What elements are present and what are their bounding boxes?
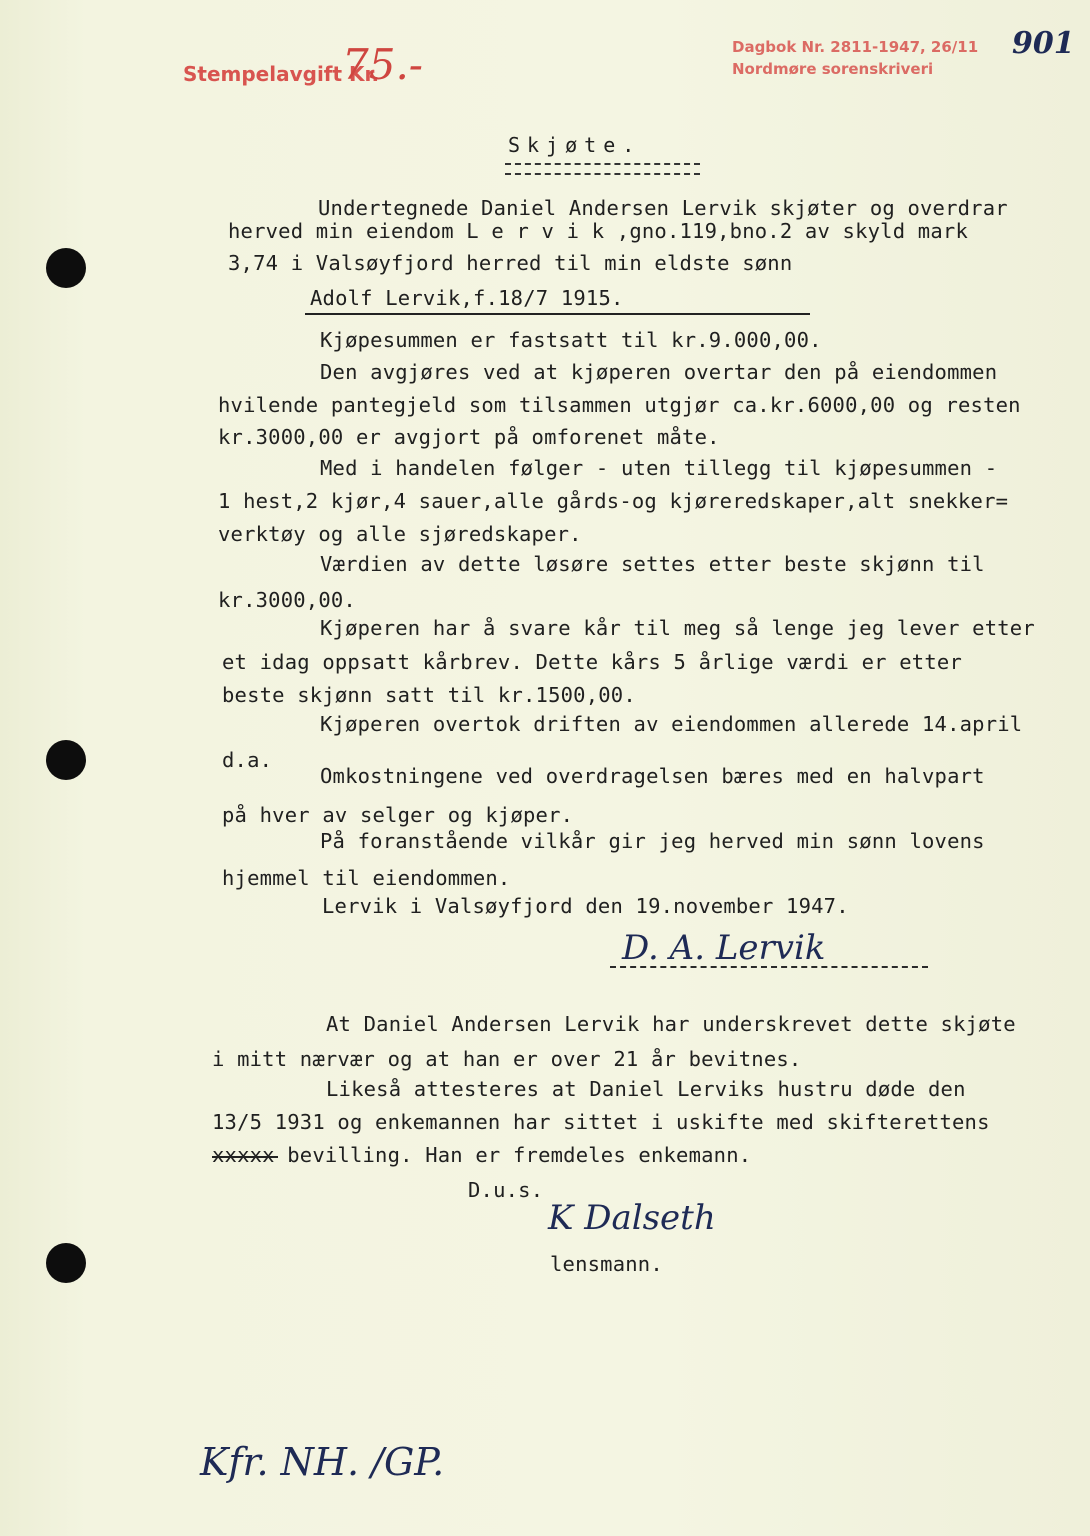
signature-line [610, 966, 928, 968]
official-signature: K Dalseth [548, 1198, 716, 1238]
stamp-duty-amount: 75.- [342, 40, 423, 89]
body-line: verktøy og alle sjøredskaper. [218, 522, 582, 546]
buyer-underline [305, 313, 810, 315]
body-line: Kjøperen har å svare kår til meg så lenge jeg lever etter [320, 616, 1035, 640]
title-underline [505, 163, 700, 175]
body-line: Adolf Lervik,f.18/7 1915. [310, 286, 624, 310]
attest-line: At Daniel Andersen Lervik har underskrevet dette skjøte [326, 1012, 1016, 1036]
body-line: på hver av selger og kjøper. [222, 803, 574, 827]
body-line: beste skjønn satt til kr.1500,00. [222, 683, 636, 707]
body-line: herved min eiendom L e r v i k ,gno.119,bno.2 av skyld mark [228, 219, 968, 243]
footer-note: Kfr. NH. /GP. [200, 1440, 445, 1484]
punch-hole [46, 740, 86, 780]
body-line: 1 hest,2 kjør,4 sauer,alle gårds-og kjøreredskaper,alt snekker= [218, 489, 1009, 513]
strikeout-mark [212, 1156, 278, 1158]
attest-line: 13/5 1931 og enkemannen har sittet i uskifte med skifterettens [212, 1110, 990, 1134]
body-line: På foranstående vilkår gir jeg herved min sønn lovens [320, 829, 985, 853]
body-line: Kjøpesummen er fastsatt til kr.9.000,00. [320, 328, 822, 352]
body-line: Værdien av dette løsøre settes etter beste skjønn til [320, 552, 985, 576]
closing-abbrev: D.u.s. [468, 1178, 544, 1202]
official-title: lensmann. [550, 1252, 663, 1276]
body-line: Omkostningene ved overdragelsen bæres med en halvpart [320, 764, 985, 788]
page-number: 901 [1012, 26, 1075, 61]
body-line: 3,74 i Valsøyfjord herred til min eldste sønn [228, 251, 793, 275]
body-line: Lervik i Valsøyfjord den 19.november 1947. [322, 894, 849, 918]
body-line: Med i handelen følger - uten tillegg til kjøpesummen - [320, 456, 998, 480]
body-line: Kjøperen overtok driften av eiendommen allerede 14.april [320, 712, 1023, 736]
journal-stamp: Dagbok Nr. 2811-1947, 26/11 [732, 38, 979, 56]
body-line: Undertegnede Daniel Andersen Lervik skjøter og overdrar [318, 196, 1008, 220]
body-line: d.a. [222, 748, 273, 772]
punch-hole [46, 248, 86, 288]
attest-line: i mitt nærvær og at han er over 21 år bevitnes. [212, 1047, 802, 1071]
punch-hole [46, 1243, 86, 1283]
document-title: Skjøte. [508, 133, 642, 157]
court-stamp: Nordmøre sorenskriveri [732, 60, 934, 78]
body-line: hvilende pantegjeld som tilsammen utgjør ca.kr.6000,00 og resten [218, 393, 1021, 417]
body-line: kr.3000,00. [218, 588, 356, 612]
body-line: hjemmel til eiendommen. [222, 866, 511, 890]
body-line: et idag oppsatt kårbrev. Dette kårs 5 årlige værdi er etter [222, 650, 962, 674]
stamp-duty-label: Stempelavgift Kr. [183, 62, 380, 86]
body-line: Den avgjøres ved at kjøperen overtar den på eiendommen [320, 360, 998, 384]
body-line: kr.3000,00 er avgjort på omforenet måte. [218, 425, 720, 449]
attest-line: xxxxx bevilling. Han er fremdeles enkemann. [212, 1143, 752, 1167]
attest-line: Likeså attesteres at Daniel Lerviks hustru døde den [326, 1077, 966, 1101]
seller-signature: D. A. Lervik [622, 928, 826, 968]
